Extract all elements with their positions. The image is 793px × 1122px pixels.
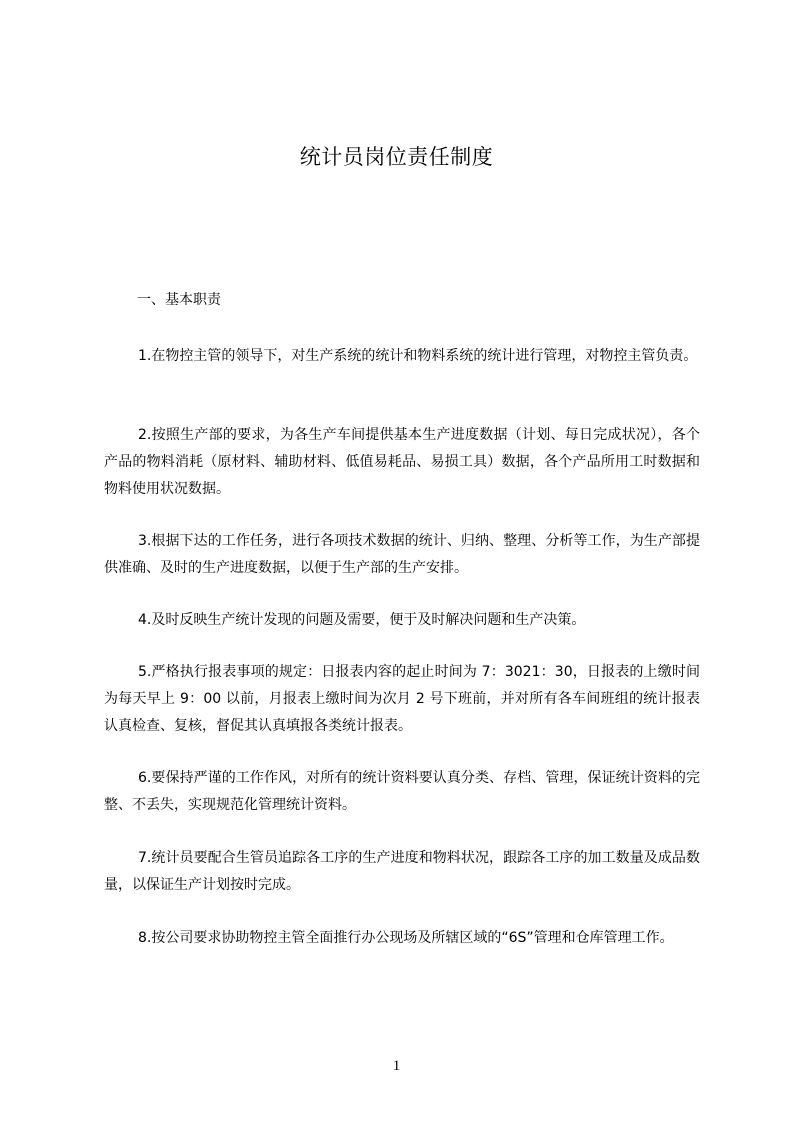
page-number: 1 [392,1058,401,1074]
paragraph-1: 1.在物控主管的领导下，对生产系统的统计和物料系统的统计进行管理，对物控主管负责。 [138,348,698,364]
paragraph-6: 6.要保持严谨的工作作风，对所有的统计资料要认真分类、存档、管理，保证统计资料的完整、不丢失，实现规范化管理统计资料。 [104,770,700,813]
section-heading: 一、基本职责 [137,292,221,308]
paragraph-4: 4.及时反映生产统计发现的问题及需要，便于及时解决问题和生产决策。 [138,612,586,628]
paragraph-7: 7.统计员要配合生管员追踪各工序的生产进度和物料状况，跟踪各工序的加工数量及成品数量，以保证生产计划按时完成。 [104,850,700,893]
paragraph-5: 5.严格执行报表事项的规定：日报表内容的起止时间为 7：3021：30，日报表的上缴时间为每天早上 9：00 以前，月报表上缴时间为次月 2 号下班前，并对所有各车间班组的统计报表认真检查、复核，督促其认真填报各类统计报表。 [104,664,700,734]
paragraph-3: 3.根据下达的工作任务，进行各项技术数据的统计、归纳、整理、分析等工作，为生产部提供准确、及时的生产进度数据，以便于生产部的生产安排。 [104,533,700,576]
document-title: 统计员岗位责任制度 [299,145,494,169]
paragraph-8: 8.按公司要求协助物控主管全面推行办公现场及所辖区域的“6S”管理和仓库管理工作。 [138,930,674,946]
paragraph-2: 2.按照生产部的要求，为各生产车间提供基本生产进度数据（计划、每日完成状况），各个产品的物料消耗（原材料、辅助材料、低值易耗品、易损工具）数据，各个产品所用工时数据和物料使用状况数据。 [104,427,700,497]
